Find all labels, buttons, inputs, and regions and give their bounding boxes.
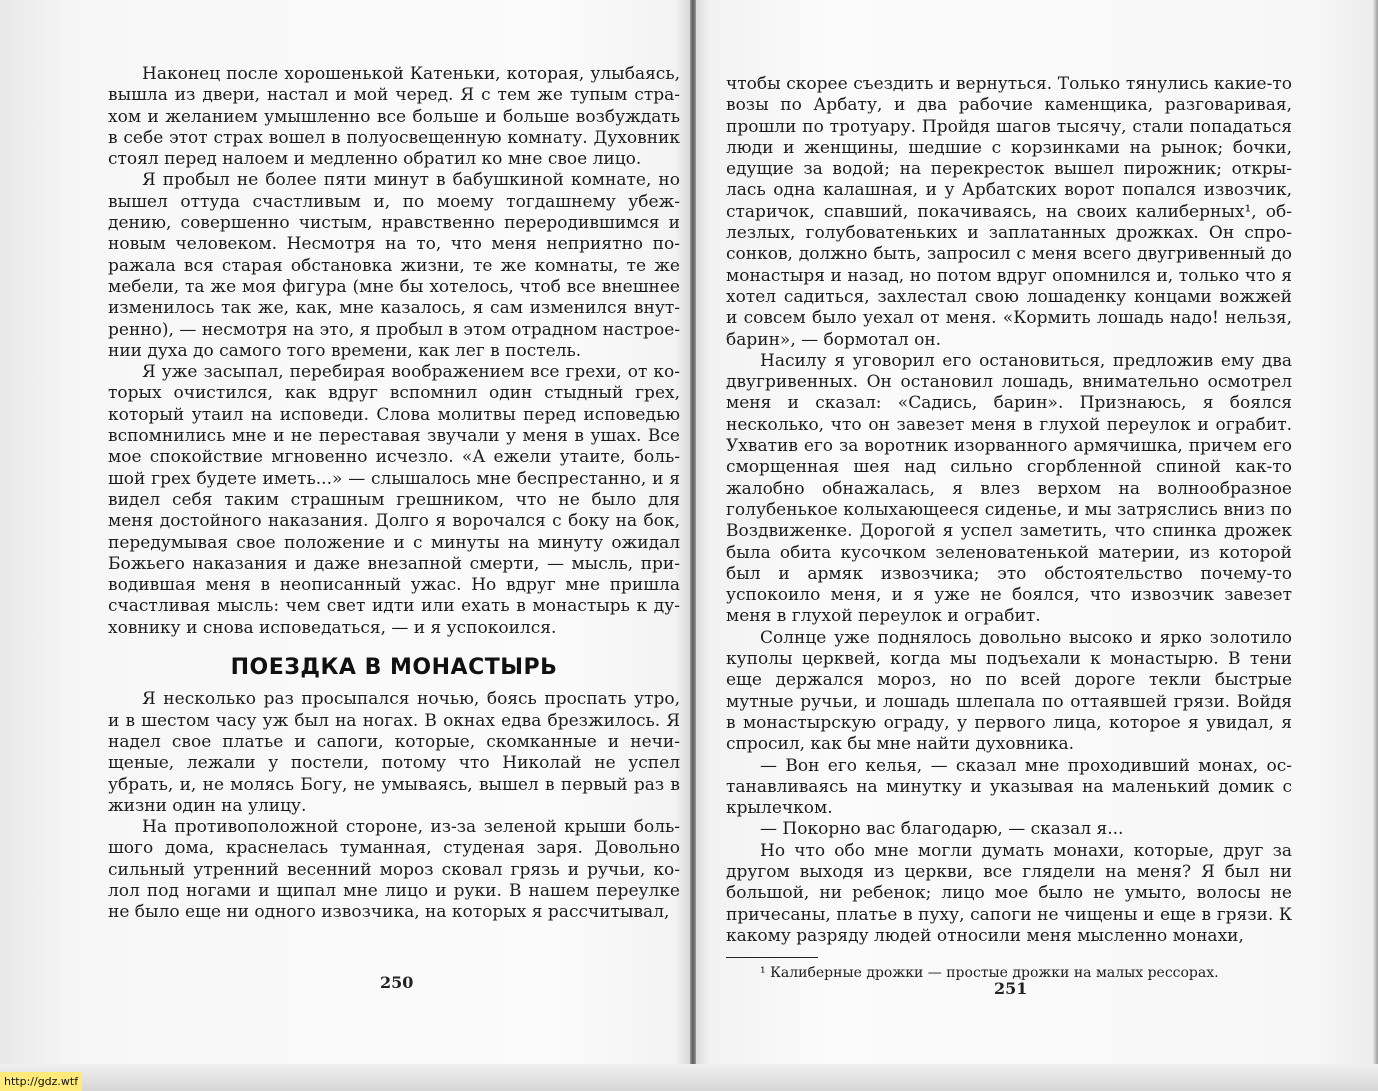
chapter-heading: ПОЕЗДКА В МОНАСТЫРЬ (230, 655, 558, 681)
paragraph: чтобы скорее съездить и вернуться. Только тянулись какие-то возы по Арбату, и два рабочие каменщика, разговаривая, прошли по тротуару. Пройдя шагов тысячу, стали попадаться люди и женщины, шедшие с корзинками на рынок; бочки, едущие за водой; на перекресток вышел пирожник; открылась одна калашная, и у Арбатских ворот попался извозчик, старичок, спавший, покачиваясь, на своих калиберных¹, облезлых, голубоватеньких и заплатанных дрожках. Он спросонков, должно быть, запросил с меня всего двугривенный до монастыря и назад, но потом вдруг опомнился и, только что я хотел садиться, захлестал свою лошаденку концами вожжей и совсем было уехал от меня. «Кормить лошадь надо! нельзя, барин», — бормотал он. (726, 74, 1292, 350)
paragraph: — Покорно вас благодарю, — сказал я... (760, 819, 1124, 840)
watermark-link[interactable]: http://gdz.wtf (0, 1072, 82, 1091)
footnote: ¹ Калиберные дрожки — простые дрожки на малых рессорах. (760, 965, 1219, 982)
paragraph: Я уже засыпал, перебирая воображением все грехи, от которых очистился, как вдруг вспомнил один стыдный грех, который утаил на исповеди. Слова молитвы перед исповедью вспомнились мне и не переставая звучали у меня в ушах. Все мое спокойствие мгновенно исчезло. «А ежели утаите, большой грех будете иметь...» — слышалось мне беспрестанно, и я видел себя таким страшным грешником, что не было для меня достойного наказания. Долго я ворочался с боку на бок, передумывая свое положение и с минуты на минуту ожидал Божьего наказания и даже внезапной смерти, — мысль, приводившая меня в неописанный ужас. Но вдруг мне пришла счастливая мысль: чем свет идти или ехать в монастырь к духовнику и снова исповедаться, — и я успокоился. (108, 362, 680, 638)
page-number-right: 251 (994, 979, 1028, 998)
paragraph: Наконец после хорошенькой Катеньки, которая, улыбаясь, вышла из двери, настал и мой черед. Я с тем же тупым страхом и желанием умышленно все больше и больше возбуждать в себе этот страх вошел в полуосвещенную комнату. Духовник стоял перед налоем и медленно обратил ко мне свое лицо. (108, 64, 680, 170)
paragraph: — Вон его келья, — сказал мне проходивший монах, останавливаясь на минутку и указывая на маленький домик с крылечком. (726, 755, 1292, 819)
page-number-left: 250 (380, 973, 414, 992)
paragraph: На противоположной стороне, из-за зеленой крыши большого дома, краснелась туманная, студеная заря. Довольно сильный утренний весенний мороз сковал грязь и ручьи, колол под ногами и щипал мне лицо и руки. В нашем переулке не было еще ни одного извозчика, на которых я рассчитывал, (108, 817, 680, 923)
left-page-text (108, 64, 680, 924)
right-page (696, 0, 1378, 1091)
right-page-text (726, 74, 1292, 982)
paragraph: Солнце уже поднялось довольно высоко и ярко золотило куполы церквей, когда мы подъехали к монастырю. В тени еще держался мороз, но по всей дороге текли быстрые мутные ручьи, и лошадь шлепала по оттаявшей грязи. Войдя в монастырскую ограду, у первого лица, которое я увидал, я спросил, как бы мне найти духовника. (726, 627, 1292, 755)
paragraph: Насилу я уговорил его остановиться, предложив ему два двугривенных. Он остановил лошадь, внимательно осмотрел меня и сказал: «Садись, барин». Признаюсь, я боялся несколько, что он завезет меня в глухой переулок и ограбит. Ухватив его за воротник изорванного армячишка, причем его сморщенная шея над сильно сгорбленной спиной как-то жалобно обнажалась, я влез верхом на волнообразное голубенькое колыхающееся сиденье, и мы затряслись вниз по Воздвиженке. Дорогой я успел заметить, что спинка дрожек была обита кусочком зеленоватенькой материи, из которой был и армяк извозчика; это обстоятельство почему-то успокоило меня, и я уже не боялся, что извозчик завезет меня в глухой переулок и ограбит. (726, 350, 1292, 627)
scan-bottom-edge (0, 1064, 1378, 1091)
page-edge (1372, 0, 1378, 1091)
paragraph: Я пробыл не более пяти минут в бабушкиной комнате, но вышел оттуда счастливым и, по моему тогдашнему убеждению, совершенно чистым, нравственно переродившимся и новым человеком. Несмотря на то, что меня неприятно поражала вся старая обстановка жизни, те же комнаты, те же мебели, та же моя фигура (мне бы хотелось, чтоб все внешнее изменилось так же, как, мне казалось, я сам изменился внутренно), — несмотря на это, я пробыл в этом отрадном настроении духа до самого того времени, как лег в постель. (108, 170, 680, 361)
paragraph: Но что обо мне могли думать монахи, которые, друг за другом выходя из церкви, все глядели на меня? Я был ни большой, ни ребенок; лицо мое было не умыто, волосы не причесаны, платье в пуху, сапоги не чищены и еще в грязи. К какому разряду людей относили меня мысленно монахи, (726, 840, 1292, 946)
paragraph: Я несколько раз просыпался ночью, боясь проспать утро, и в шестом часу уж был на ногах. В окнах едва брезжилось. Я надел свое платье и сапоги, которые, скомканные и нечищеные, лежали у постели, потому что Николай не успел убрать, и, не молясь Богу, не умываясь, вышел в первый раз в жизни один на улицу. (108, 689, 680, 816)
footnote-divider (726, 957, 818, 958)
